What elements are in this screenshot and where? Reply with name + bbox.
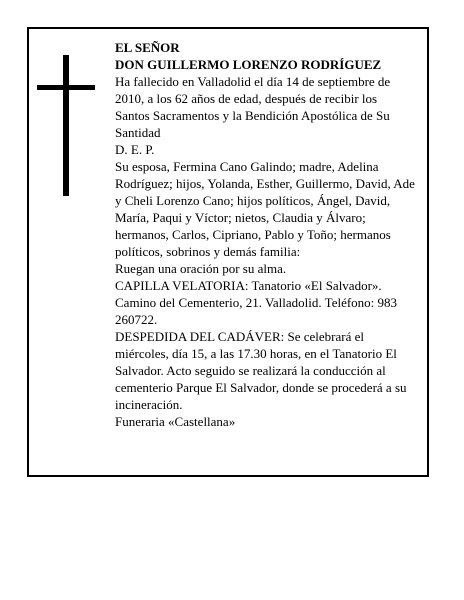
death-notice: Ha fallecido en Valladolid el día 14 de septiembre de 2010, a los 62 años de edad, después de recibir los Santos Sacramentos y la Bendición Apostólica de Su Santidad — [115, 74, 391, 140]
chapel-info: CAPILLA VELATORIA: Tanatorio «El Salvador». Camino del Cementerio, 21. Valladolid. Teléfono: 983 260722. — [115, 278, 398, 327]
family-list: Su esposa, Fermina Cano Galindo; madre, Adelina Rodríguez; hijos, Yolanda, Esther, Guillermo, David, Ade y Cheli Lorenzo Cano; hijos políticos, Ángel, David, María, Paqui y Víctor; nietos, Claudia y Álvaro; hermanos, Carlos, Cipriano, Pablo y Toño; hermanos políticos, sobrinos y demás familia: — [115, 159, 415, 259]
deceased-name: DON GUILLERMO LORENZO RODRÍGUEZ — [115, 57, 382, 72]
cross-icon-vertical-bar — [63, 55, 69, 196]
honorific: EL SEÑOR — [115, 40, 180, 55]
obituary-text — [115, 39, 415, 430]
farewell-info: DESPEDIDA DEL CADÁVER: Se celebrará el miércoles, día 15, a las 17.30 horas, en el Tanatorio El Salvador. Acto seguido se realizará la conducción al cementerio Parque El Salvador, donde se procederá a su incineración. — [115, 329, 407, 412]
cross-icon-horizontal-bar — [37, 85, 95, 90]
prayer-request: Ruegan una oración por su alma. — [115, 261, 287, 276]
funeral-home: Funeraria «Castellana» — [115, 414, 236, 429]
rip-abbreviation: D. E. P. — [115, 142, 155, 157]
